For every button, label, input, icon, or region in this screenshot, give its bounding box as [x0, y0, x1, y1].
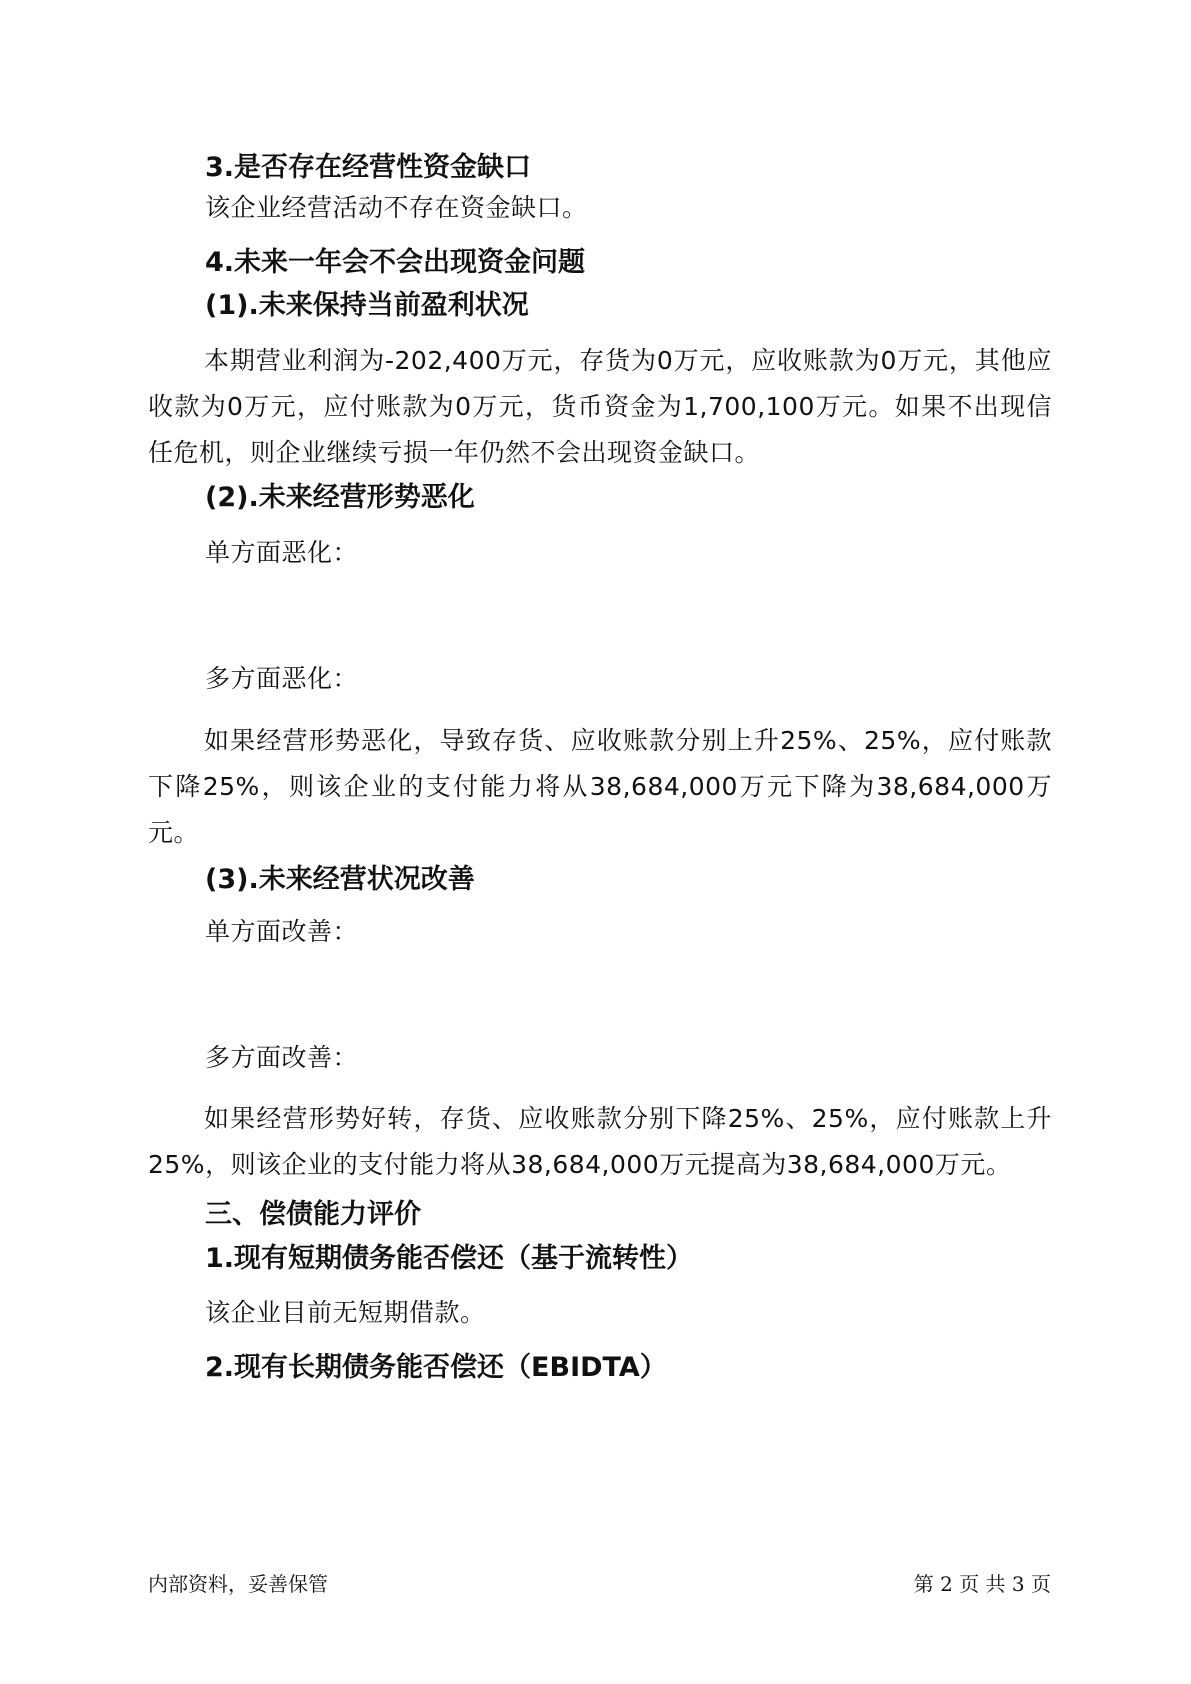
- heading-operating-funding-gap: 3.是否存在经营性资金缺口: [205, 152, 532, 183]
- label-multi-worsen: 多方面恶化：: [205, 664, 359, 693]
- heading-long-term-debt: 2.现有长期债务能否偿还（EBIDTA）: [205, 1352, 667, 1383]
- footer-confidential-note: 内部资料，妥善保管: [148, 1572, 328, 1596]
- label-single-improve: 单方面改善：: [205, 917, 359, 946]
- paragraph-no-short-term-loan: 该企业目前无短期借款。: [205, 1298, 486, 1327]
- paragraph-worsen-scenario: 如果经营形势恶化，导致存货、应收账款分别上升25%、25%，应付账款下降25%，则该企业的支付能力将从38,684,000万元下降为38,684,000万元。: [148, 726, 1052, 847]
- heading-short-term-debt: 1.现有短期债务能否偿还（基于流转性）: [205, 1243, 694, 1274]
- label-single-worsen: 单方面恶化：: [205, 538, 359, 567]
- section-debt-repayment: 三、偿债能力评价: [205, 1199, 421, 1230]
- footer-page-number: 第 2 页 共 3 页: [913, 1572, 1051, 1596]
- paragraph-current-profit: 本期营业利润为-202,400万元，存货为0万元，应收账款为0万元，其他应收款为0万元，应付账款为0万元，货币资金为1,700,100万元。如果不出现信任危机，则企业继续亏损一年仍然不会出现资金缺口。: [148, 346, 1052, 467]
- paragraph-improve-scenario: 如果经营形势好转，存货、应收账款分别下降25%、25%，应付账款上升25%，则该企业的支付能力将从38,684,000万元提高为38,684,000万元。: [148, 1104, 1052, 1179]
- heading-situation-worsens: (2).未来经营形势恶化: [205, 482, 475, 513]
- heading-keep-current-profit: (1).未来保持当前盈利状况: [205, 290, 529, 321]
- heading-next-year-funding: 4.未来一年会不会出现资金问题: [205, 247, 586, 278]
- label-multi-improve: 多方面改善：: [205, 1043, 359, 1072]
- heading-situation-improves: (3).未来经营状况改善: [205, 864, 475, 895]
- paragraph-no-funding-gap: 该企业经营活动不存在资金缺口。: [205, 193, 588, 222]
